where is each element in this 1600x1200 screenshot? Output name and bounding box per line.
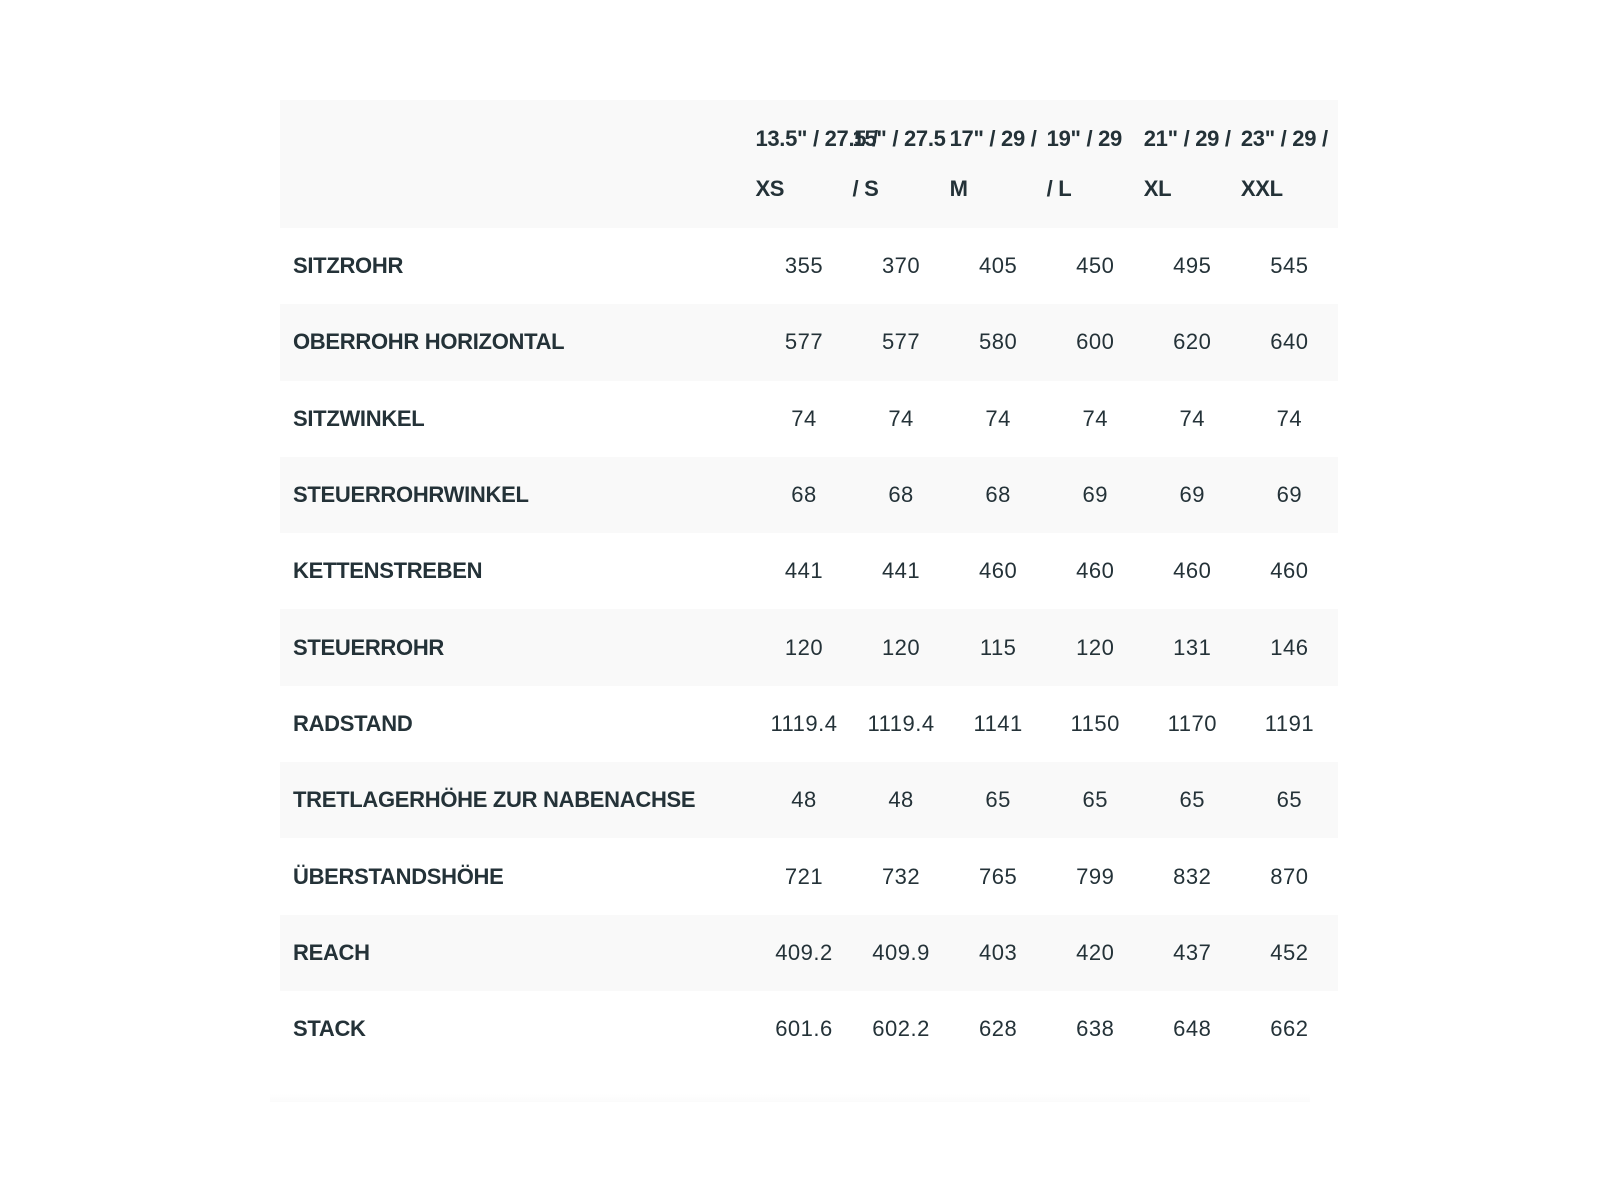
table-cell: 74 <box>888 405 914 431</box>
table-cell: 721 <box>784 863 824 889</box>
row-label: REACH <box>293 939 370 965</box>
row-label: OBERROHR HORIZONTAL <box>293 329 565 355</box>
table-row <box>280 609 1338 685</box>
table-header <box>280 100 1338 228</box>
table-cell: 69 <box>1082 482 1108 508</box>
row-label: RADSTAND <box>293 710 413 736</box>
column-label: XXL <box>1240 176 1283 201</box>
table-cell: 74 <box>791 405 817 431</box>
row-label: SITZWINKEL <box>293 405 425 431</box>
table-cell: 620 <box>1173 329 1212 355</box>
table-cell: 1170 <box>1167 710 1217 736</box>
table-cell: 1119.4 <box>770 710 838 736</box>
row-label: TRETLAGERHÖHE ZUR NABENACHSE <box>293 787 696 813</box>
table-cell: 65 <box>985 787 1011 813</box>
column-header-s <box>853 100 950 228</box>
column-size: 23" / 29 / <box>1240 126 1328 151</box>
table-cell: 120 <box>784 634 824 660</box>
table-cell: 146 <box>1270 634 1309 660</box>
table-cell: 1119.4 <box>867 710 935 736</box>
table-cell: 460 <box>1076 558 1115 584</box>
table-row <box>280 381 1338 457</box>
table-cell: 628 <box>979 1016 1018 1042</box>
table-cell: 48 <box>791 787 817 813</box>
table-cell: 120 <box>881 634 921 660</box>
header-corner-cell <box>280 100 755 228</box>
table-cell: 638 <box>1076 1016 1115 1042</box>
table-row <box>280 762 1338 838</box>
row-label: ÜBERSTANDSHÖHE <box>293 863 504 889</box>
table-cell: 69 <box>1276 482 1303 508</box>
column-header-m <box>950 100 1047 228</box>
table-cell: 832 <box>1173 863 1212 889</box>
table-row <box>280 228 1338 304</box>
table-cell: 662 <box>1270 1016 1309 1042</box>
table-row <box>280 915 1338 991</box>
table-cell: 48 <box>888 787 914 813</box>
table-cell: 545 <box>1270 253 1309 279</box>
header-row <box>280 100 1338 228</box>
table-cell: 799 <box>1076 863 1115 889</box>
table-cell: 441 <box>881 558 921 584</box>
table-cell: 405 <box>979 253 1018 279</box>
table-cell: 115 <box>979 634 1017 660</box>
column-label: M <box>949 176 968 201</box>
table-cell: 65 <box>1179 787 1206 813</box>
table-cell: 68 <box>888 482 914 508</box>
column-header-l <box>1047 100 1144 228</box>
table-row <box>280 686 1338 762</box>
table-row <box>280 991 1338 1067</box>
column-label: / S <box>852 176 879 201</box>
row-label: SITZROHR <box>293 253 404 279</box>
table-cell: 577 <box>784 329 824 355</box>
column-label: XS <box>755 176 785 201</box>
table-cell: 601.6 <box>775 1016 833 1042</box>
table-cell: 602.2 <box>872 1016 930 1042</box>
row-label: KETTENSTREBEN <box>293 558 483 584</box>
table-cell: 460 <box>1270 558 1309 584</box>
table-cell: 420 <box>1076 939 1115 965</box>
table-cell: 1141 <box>973 710 1023 736</box>
table-cell: 495 <box>1173 253 1212 279</box>
table-cell: 870 <box>1270 863 1309 889</box>
table-cell: 74 <box>1276 405 1303 431</box>
table-cell: 65 <box>1276 787 1303 813</box>
table-cell: 460 <box>1173 558 1212 584</box>
table-cell: 441 <box>784 558 824 584</box>
column-header-xxl <box>1241 100 1338 228</box>
column-size: 21" / 29 / <box>1143 126 1231 151</box>
row-label: STACK <box>293 1016 366 1042</box>
row-label: STEUERROHRWINKEL <box>293 482 529 508</box>
table-row <box>280 457 1338 533</box>
table-cell: 577 <box>881 329 921 355</box>
table-cell: 409.9 <box>872 939 930 965</box>
table-row <box>280 838 1338 914</box>
table-cell: 65 <box>1082 787 1108 813</box>
column-size: 13.5" / 27.5 / <box>755 126 878 151</box>
column-label: XL <box>1143 176 1172 201</box>
table-cell: 450 <box>1076 253 1115 279</box>
table-cell: 648 <box>1173 1016 1212 1042</box>
table-cell: 460 <box>979 558 1018 584</box>
column-label: / L <box>1046 176 1072 201</box>
table-cell: 409.2 <box>775 939 833 965</box>
column-header-xl <box>1144 100 1241 228</box>
table-cell: 640 <box>1270 329 1309 355</box>
bottom-divider <box>270 1094 1310 1102</box>
geometry-table <box>280 100 1338 1067</box>
table-cell: 452 <box>1270 939 1309 965</box>
table-cell: 355 <box>784 253 824 279</box>
table-cell: 732 <box>881 863 921 889</box>
column-size: 17" / 29 / <box>949 126 1037 151</box>
column-size: 15" / 27.5 <box>852 126 946 151</box>
table-cell: 403 <box>979 939 1018 965</box>
table-cell: 131 <box>1173 634 1212 660</box>
table-cell: 437 <box>1173 939 1212 965</box>
table-cell: 765 <box>979 863 1018 889</box>
row-label: STEUERROHR <box>293 634 445 660</box>
table-cell: 1150 <box>1070 710 1120 736</box>
table-body <box>280 228 1338 1067</box>
table-row <box>280 304 1338 380</box>
table-cell: 74 <box>1082 405 1108 431</box>
table-cell: 68 <box>791 482 817 508</box>
table-cell: 74 <box>985 405 1011 431</box>
table-cell: 580 <box>979 329 1018 355</box>
table-cell: 120 <box>1076 634 1115 660</box>
table-cell: 68 <box>985 482 1011 508</box>
table-cell: 600 <box>1076 329 1115 355</box>
column-size: 19" / 29 <box>1046 126 1122 151</box>
table-row <box>280 533 1338 609</box>
table-cell: 1191 <box>1264 710 1315 736</box>
table-cell: 370 <box>881 253 921 279</box>
table-cell: 74 <box>1179 405 1206 431</box>
column-header-xs <box>755 100 878 228</box>
table-cell: 69 <box>1179 482 1206 508</box>
